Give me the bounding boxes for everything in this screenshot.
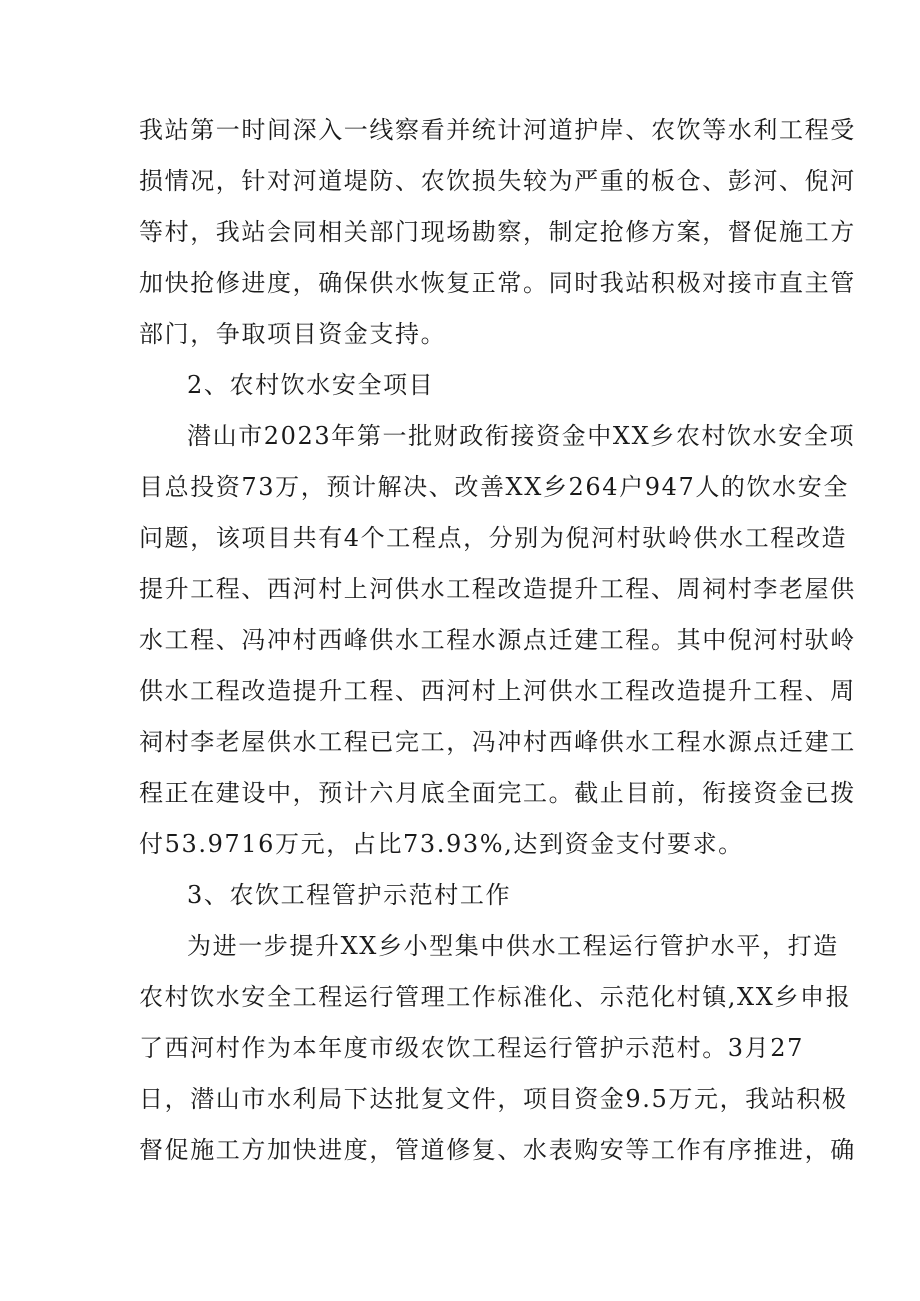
paragraph-line: 督促施工方加快进度，管道修复、水表购安等工作有序推进，确 — [139, 1136, 856, 1164]
section-heading-2: 2、农村饮水安全项目 — [187, 371, 435, 399]
paragraph-line: 水工程、冯冲村西峰供水工程水源点迁建工程。其中倪河村驮岭 — [139, 626, 856, 654]
paragraph-line: 祠村李老屋供水工程已完工，冯冲村西峰供水工程水源点迁建工 — [139, 728, 856, 756]
document-body — [139, 105, 856, 1176]
paragraph-line: 损情况，针对河道堤防、农饮损失较为严重的板仓、彭河、倪河 — [139, 167, 856, 195]
paragraph-line: 日，潜山市水利局下达批复文件，项目资金9.5万元，我站积极 — [139, 1085, 848, 1113]
paragraph-2 — [139, 411, 856, 870]
paragraph-3 — [139, 921, 856, 1176]
paragraph-line: 加快抢修进度，确保供水恢复正常。同时我站积极对接市直主管 — [139, 269, 856, 297]
paragraph-line: 为进一步提升XX乡小型集中供水工程运行管护水平，打造 — [187, 932, 839, 960]
paragraph-line: 我站第一时间深入一线察看并统计河道护岸、农饮等水利工程受 — [139, 116, 856, 144]
paragraph-line: 目总投资73万，预计解决、改善XX乡264户947人的饮水安全 — [139, 473, 849, 501]
paragraph-line: 付53.9716万元，占比73.93%,达到资金支付要求。 — [139, 830, 744, 858]
paragraph-line: 潜山市2023年第一批财政衔接资金中XX乡农村饮水安全项 — [187, 422, 856, 450]
paragraph-1 — [139, 105, 856, 360]
paragraph-line: 等村，我站会同相关部门现场勘察，制定抢修方案，督促施工方 — [139, 218, 856, 246]
paragraph-line: 程正在建设中，预计六月底全面完工。截止目前，衔接资金已拨 — [139, 779, 856, 807]
paragraph-line: 问题，该项目共有4个工程点，分别为倪河村驮岭供水工程改造 — [139, 524, 848, 552]
section-heading-3: 3、农饮工程管护示范村工作 — [187, 881, 512, 909]
paragraph-line: 农村饮水安全工程运行管理工作标准化、示范化村镇,XX乡申报 — [139, 983, 852, 1011]
paragraph-line: 提升工程、西河村上河供水工程改造提升工程、周祠村李老屋供 — [139, 575, 856, 603]
paragraph-line: 供水工程改造提升工程、西河村上河供水工程改造提升工程、周 — [139, 677, 856, 705]
paragraph-line: 部门，争取项目资金支持。 — [139, 320, 447, 348]
paragraph-line: 了西河村作为本年度市级农饮工程运行管护示范村。3月27 — [139, 1034, 805, 1062]
